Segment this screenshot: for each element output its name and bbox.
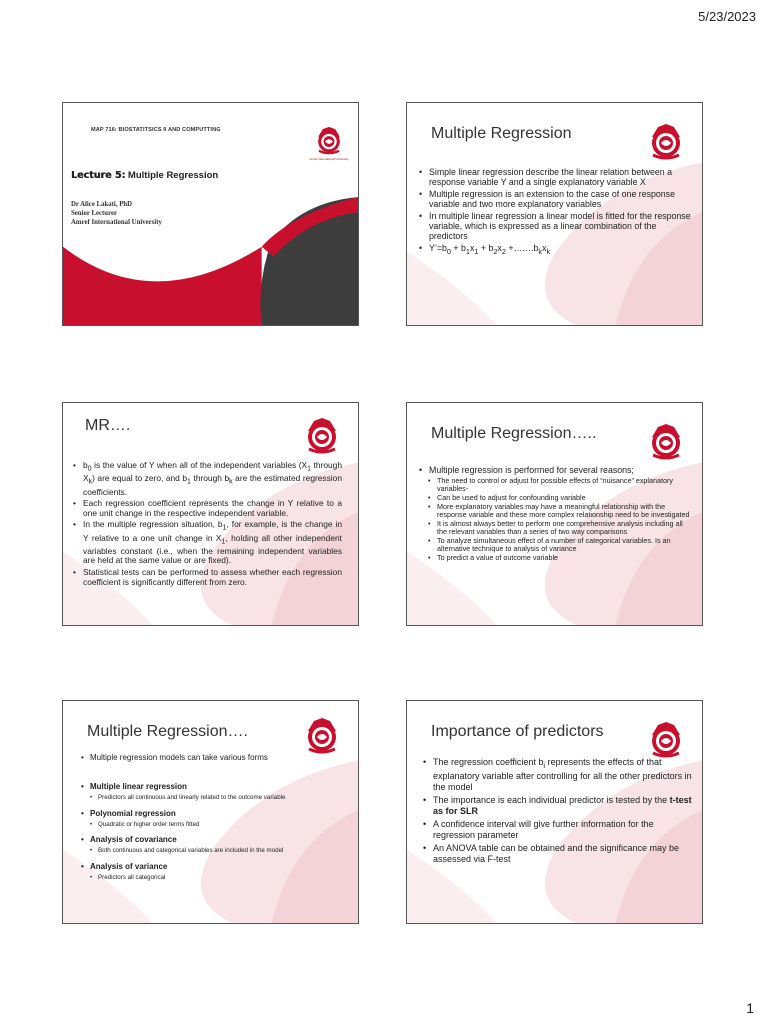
list-item: • Each regression coefficient represents the change in Y relative to a one unit change in the respective independent variable. — [73, 499, 342, 518]
list-item: • The regression coefficient $b_i$ represents the effects of that explanatory variable after controlling for all the other predictors in the model — [423, 757, 692, 793]
list-item: • Statistical tests can be performed to assess whether each regression coefficient is significantly different from zero. — [73, 568, 342, 587]
lecture-title — [71, 170, 218, 181]
amref-logo-icon — [644, 717, 688, 761]
list-item: • The need to control or adjust for possible effects of “nuisance” explanatory variables- — [419, 477, 692, 493]
logo-caption: Amref International University — [309, 157, 349, 161]
list-item: • In multiple linear regression a linear model is fitted for the response variable, which is expressed as a linear combination of the predictors — [419, 211, 692, 241]
presenter-org: Amref International University — [71, 219, 162, 226]
list-item: • To analyze simultaneous effect of a number of categorical variables. Is an alternative technique to analysis of variance — [419, 537, 692, 553]
list-item: • Can be used to adjust for confounding variable — [419, 494, 692, 502]
slide-5-title: Multiple Regression…. — [87, 723, 248, 740]
slide-3[interactable] — [62, 402, 359, 626]
bold-term: t-test as for SLR — [433, 794, 692, 816]
course-title: MAP 716: BIOSTATITSICS II AND COMPUTTING — [91, 127, 221, 133]
form-desc: • Both continuous and categorical variables are included in the model — [81, 847, 350, 855]
slide-2-title: Multiple Regression — [431, 125, 572, 142]
lecture-topic: Multiple Regression — [125, 170, 219, 181]
slide-4[interactable] — [406, 402, 703, 626]
list-item: • To predict a value of outcome variable — [419, 554, 692, 562]
list-item: • Multiple regression is performed for several reasons; — [419, 465, 692, 475]
slide-5[interactable] — [62, 700, 359, 924]
amref-logo-icon — [300, 713, 344, 757]
slide-6[interactable] — [406, 700, 703, 924]
list-item: • More explanatory variables may have a meaningful relationship with the response variable and these more complex relationship need to be investigated — [419, 503, 692, 519]
amref-logo-icon — [644, 119, 688, 163]
lecture-number: Lecture 5: — [71, 170, 126, 181]
slide-3-bullets — [73, 461, 342, 589]
list-item: • The importance is each individual predictor is tested by the t-test as for SLR — [423, 795, 692, 817]
slide-2-bullets — [419, 167, 692, 259]
slide-4-title: Multiple Regression….. — [431, 425, 597, 442]
slide-4-bullets — [419, 465, 692, 563]
list-item: • In the multiple regression situation, $b_1$, for example, is the change in Y relative to a one unit change in $X_1$, holding all other independent variables constant (i.e., when the remaining independent variables are held at the same value or are fixed). — [73, 520, 342, 566]
page-date: 5/23/2023 — [698, 9, 756, 24]
slide-5-forms — [81, 753, 350, 888]
amref-logo-icon — [300, 413, 344, 457]
slide-3-title: MR…. — [85, 417, 131, 434]
list-item: • Simple linear regression describe the linear relation between a response variable Y and a single explanatory variable X — [419, 167, 692, 187]
form-name: • Multiple linear regression — [81, 782, 350, 791]
regression-equation: • $Y’=b_0 + b_1x_1 + b_2x_2$ $+\dots\dots.b_kx_k$ — [419, 243, 692, 257]
amref-logo-icon — [312, 123, 346, 157]
form-name: • Analysis of variance — [81, 862, 350, 871]
slide-2[interactable] — [406, 102, 703, 326]
list-item: • $b_0$ is the value of Y when all of the independent variables ($X_1$ through $X_k$) are equal to zero, and $b_1$ through $b_k$ are the estimated regression coefficients. — [73, 461, 342, 497]
form-name: • Analysis of covariance — [81, 835, 350, 844]
form-name: • Polynomial regression — [81, 809, 350, 818]
form-desc: • Predictors all continuous and linearly related to the outcome variable — [81, 794, 350, 802]
page-number: 1 — [746, 1000, 754, 1016]
slide-1[interactable] — [62, 102, 359, 326]
list-item: • An ANOVA table can be obtained and the significance may be assessed via F-test — [423, 843, 692, 865]
form-desc: • Predictors all categorical — [81, 874, 350, 882]
slide-6-title: Importance of predictors — [431, 723, 604, 740]
list-item: • Multiple regression is an extension to the case of one response variable and two more explanatory variables — [419, 189, 692, 209]
presenter-block — [71, 200, 162, 227]
presenter-name: Dr Alice Lakati, PhD — [71, 201, 133, 208]
list-item: • Multiple regression models can take various forms — [81, 753, 350, 762]
amref-logo-icon — [644, 419, 688, 463]
form-desc: • Quadratic or higher order terms fitted — [81, 821, 350, 829]
list-item: • It is almost always better to perform one comprehensive analysis including all the relevant variables than a series of two way comparisons — [419, 520, 692, 536]
list-item: • A confidence interval will give further information for the regression parameter — [423, 819, 692, 841]
presenter-role: Senior Lecturer — [71, 210, 117, 217]
slide-6-bullets — [423, 757, 692, 867]
